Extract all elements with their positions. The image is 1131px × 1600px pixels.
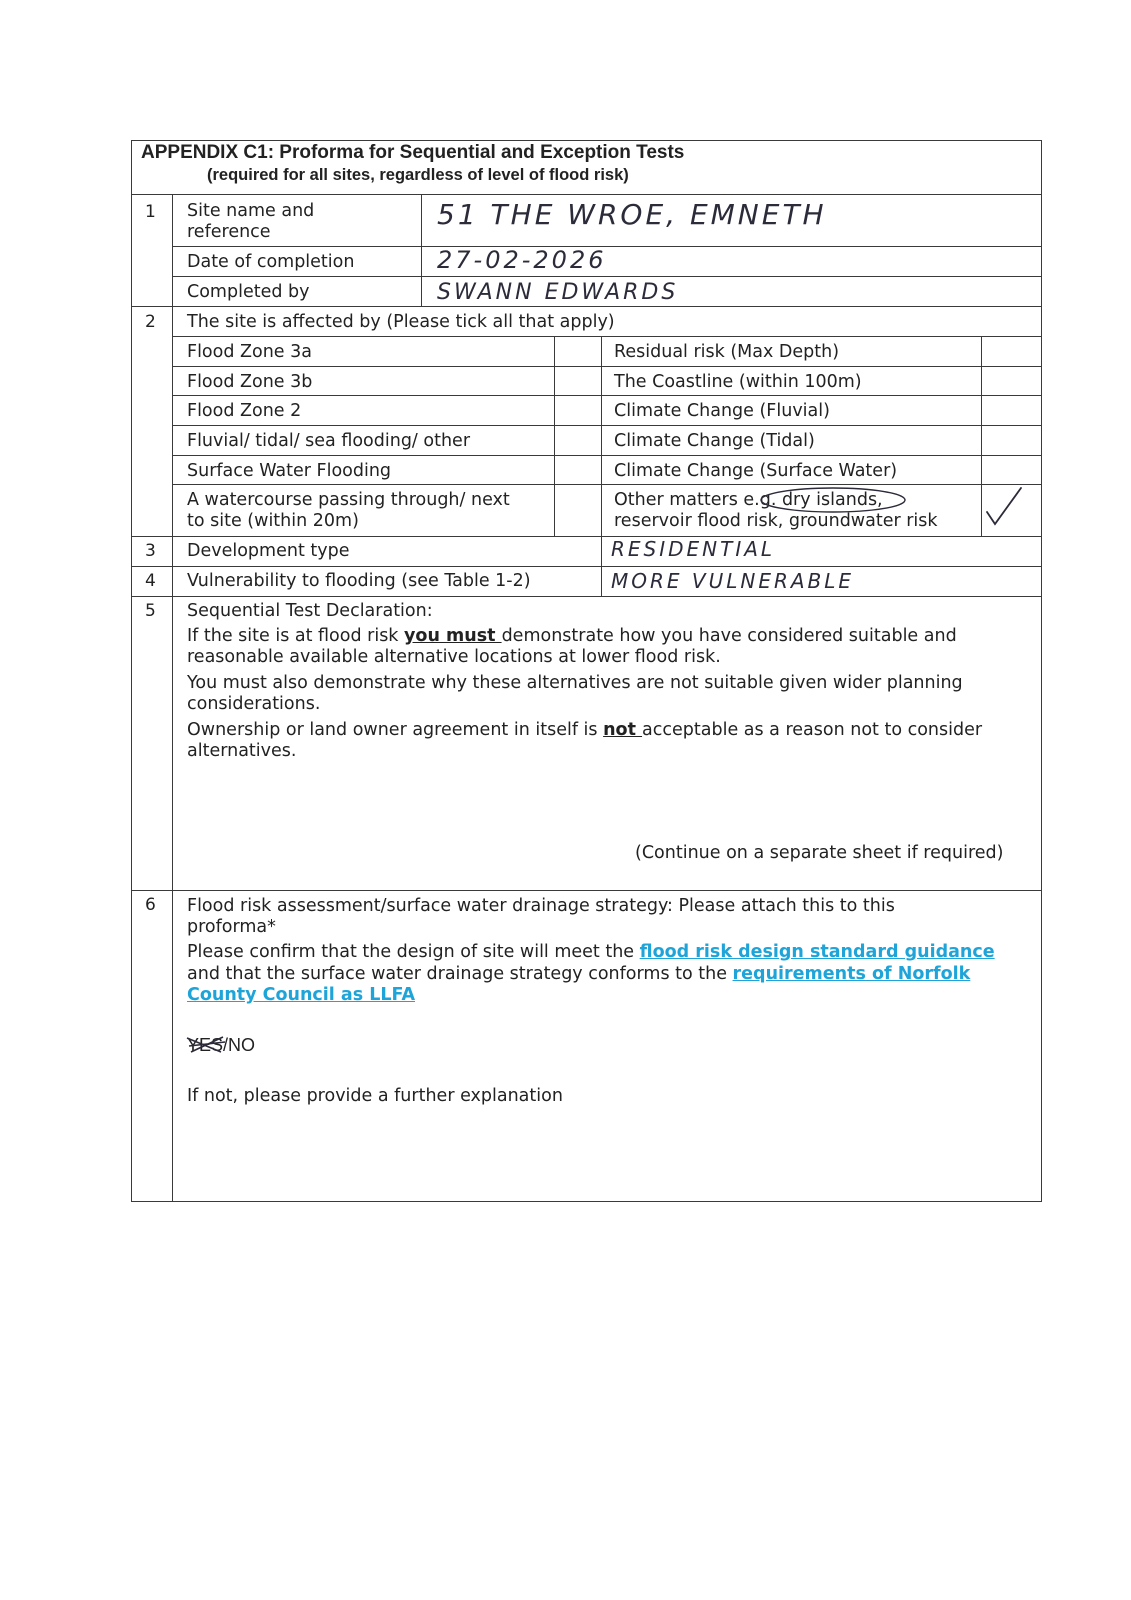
rule — [131, 194, 1042, 195]
fra-line-4 — [187, 963, 970, 985]
fra-line-5 — [187, 984, 415, 1006]
option-climate-surface: Climate Change (Surface Water) — [614, 461, 898, 481]
yes-option-struck — [187, 1034, 223, 1056]
rule — [131, 306, 1042, 307]
option-climate-tidal: Climate Change (Tidal) — [614, 431, 815, 451]
date-value[interactable]: 27-02-2026 — [437, 246, 607, 274]
text-run: Please confirm that the design of site will meet the — [187, 942, 640, 962]
completed-by-value[interactable]: SWANN EDWARDS — [437, 280, 679, 305]
emphasis-text: not — [603, 720, 643, 740]
option-coastline: The Coastline (within 100m) — [614, 372, 862, 392]
rule — [173, 395, 1042, 396]
norfolk-requirements-link-cont[interactable]: County Council as LLFA — [187, 985, 416, 1005]
declaration-paragraph-3 — [187, 719, 982, 741]
rule — [173, 366, 1042, 367]
completed-by-label: Completed by — [187, 282, 310, 302]
text-run: and that the surface water drainage strategy conforms to the — [187, 964, 733, 984]
declaration-paragraph-1-cont: reasonable available alternative locations at lower flood risk. — [187, 647, 721, 667]
border-bottom — [131, 1201, 1042, 1202]
site-name-value[interactable]: 51 THE WROE, EMNETH — [437, 198, 827, 231]
development-type-value[interactable]: RESIDENTIAL — [611, 537, 776, 561]
declaration-paragraph-3-cont: alternatives. — [187, 741, 297, 761]
circle-annotation — [759, 486, 909, 514]
vulnerability-label: Vulnerability to flooding (see Table 1-2) — [187, 571, 531, 591]
option-flood-zone-3a: Flood Zone 3a — [187, 342, 312, 362]
rule — [601, 336, 602, 596]
site-name-label-2: reference — [187, 222, 271, 242]
rule — [173, 484, 1042, 485]
option-flood-zone-3b: Flood Zone 3b — [187, 372, 313, 392]
fra-line-3 — [187, 941, 995, 963]
yes-no-separator: / — [223, 1035, 229, 1055]
declaration-paragraph-1 — [187, 625, 957, 647]
section-number: 2 — [145, 312, 156, 332]
site-name-label: Site name and — [187, 201, 315, 221]
proforma-form — [131, 140, 1042, 1202]
option-surface-water: Surface Water Flooding — [187, 461, 392, 481]
rule — [131, 890, 1042, 891]
page-title: APPENDIX C1: Proforma for Sequential and Exception Tests — [141, 142, 685, 163]
vulnerability-value[interactable]: MORE VULNERABLE — [611, 569, 855, 593]
text-run: Ownership or land owner agreement in itself is — [187, 720, 604, 740]
tick-checkbox[interactable] — [981, 484, 1041, 536]
check-icon — [981, 484, 1041, 536]
option-other-matters-2: reservoir flood risk, groundwater risk — [614, 511, 938, 531]
text-run: acceptable as a reason not to consider — [642, 720, 983, 740]
rule — [173, 425, 1042, 426]
border-left — [131, 140, 132, 1202]
rule — [131, 536, 1042, 537]
section-number: 5 — [145, 601, 156, 621]
section2-prompt: The site is affected by (Please tick all that apply) — [187, 312, 615, 332]
development-type-label: Development type — [187, 541, 350, 561]
continue-note: (Continue on a separate sheet if required) — [635, 843, 1004, 863]
emphasis-text: you must — [404, 626, 502, 646]
flood-risk-design-link[interactable]: flood risk design standard guidance — [639, 942, 995, 962]
yes-no-choice[interactable] — [187, 1034, 255, 1056]
section-number: 4 — [145, 571, 156, 591]
declaration-paragraph-2: You must also demonstrate why these alternatives are not suitable given wider planning — [187, 673, 963, 693]
option-residual-risk: Residual risk (Max Depth) — [614, 342, 840, 362]
norfolk-requirements-link[interactable]: requirements of Norfolk — [732, 964, 971, 984]
section-number: 3 — [145, 541, 156, 561]
option-flood-zone-2: Flood Zone 2 — [187, 401, 302, 421]
border-right — [1041, 140, 1042, 1202]
fra-line-2: proforma* — [187, 917, 276, 937]
rule — [131, 566, 1042, 567]
strikethrough-scribble — [185, 1034, 229, 1056]
section-number: 1 — [145, 202, 156, 222]
no-option: NO — [228, 1035, 256, 1055]
rule — [554, 336, 555, 536]
rule — [173, 336, 1042, 337]
option-watercourse-2: to site (within 20m) — [187, 511, 359, 531]
declaration-paragraph-2-cont: considerations. — [187, 694, 321, 714]
rule — [131, 596, 1042, 597]
text-run: If the site is at flood risk — [187, 626, 405, 646]
rule — [173, 276, 1042, 277]
rule — [173, 246, 1042, 247]
section-number: 6 — [145, 895, 156, 915]
further-explanation-prompt: If not, please provide a further explanation — [187, 1086, 563, 1106]
option-fluvial-tidal: Fluvial/ tidal/ sea flooding/ other — [187, 431, 471, 451]
option-other-matters: Other matters e.g. dry islands, — [614, 490, 883, 510]
option-climate-fluvial: Climate Change (Fluvial) — [614, 401, 830, 421]
text-run: demonstrate how you have considered suitable and — [501, 626, 957, 646]
date-label: Date of completion — [187, 252, 355, 272]
rule — [173, 455, 1042, 456]
option-watercourse: A watercourse passing through/ next — [187, 490, 510, 510]
sequential-test-heading: Sequential Test Declaration: — [187, 601, 433, 621]
page-subtitle: (required for all sites, regardless of level of flood risk) — [207, 166, 629, 184]
fra-line-1: Flood risk assessment/surface water drainage strategy: Please attach this to this — [187, 896, 895, 916]
rule — [421, 194, 422, 306]
number-column-divider — [172, 194, 173, 1202]
yes-text: YES — [187, 1035, 224, 1055]
